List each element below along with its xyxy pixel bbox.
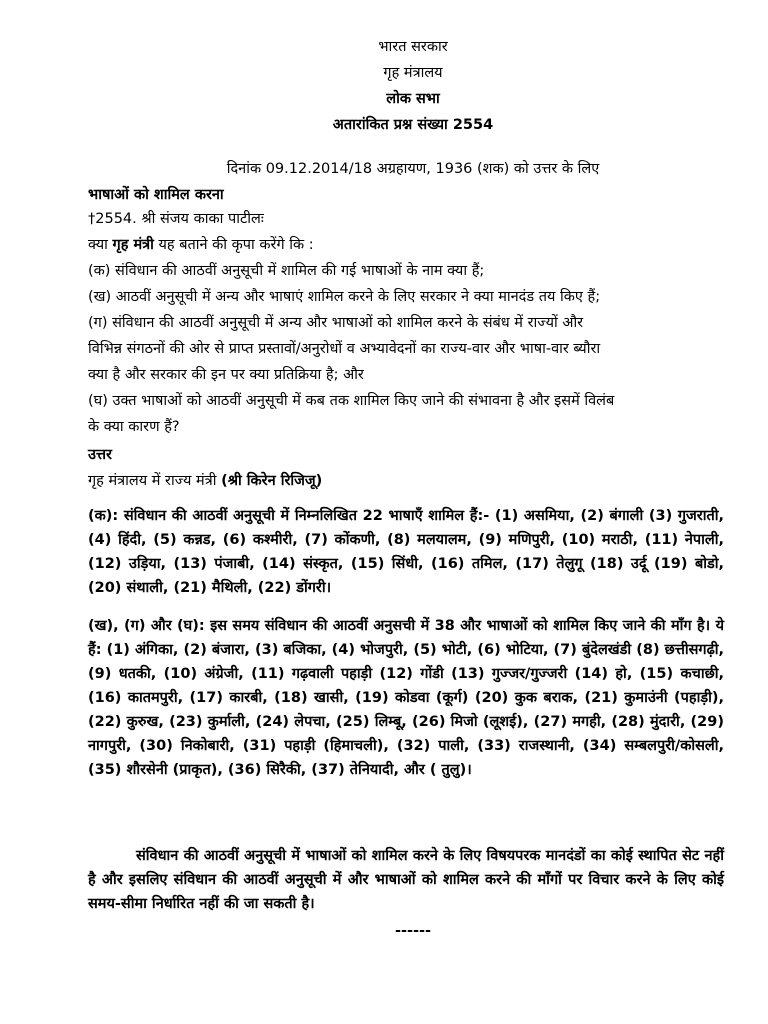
answer-heading: उत्तर <box>88 447 112 463</box>
question-intro <box>88 234 738 256</box>
answer-part-ka: (क): संविधान की आठवीं अनुसूची में निम्नलिखित 22 भाषाएँ शामिल हैं:- (1) असमिया, (2) बंगाली (3) गुजराती, (4) हिंदी, (5) कन्नड, (6) कश्मीरी, (7) कोंकणी, (8) मलयालम, (9) मणिपुरी, (10) मराठी, (11) नेपाली, (12) उड़िया, (13) पंजाबी, (14) संस्कृत, (15) सिंधी, (16) तमिल, (17) तेलुगू (18) उर्दू (19) बोडो, (20) संथाली, (21) मैथिली, (22) डोंगरी। <box>88 508 724 596</box>
answer-final-paragraph: संविधान की आठवीं अनुसूची में भाषाओं को शामिल करने के लिए विषयपरक मानदंडों का कोई स्थापित सेट नहीं है और इसलिए संविधान की आठवीं अनुसूची में और भाषाओं को शामिल करने की माँगों पर विचार करने के लिए कोई समय-सीमा निर्धारित नहीं की जा सकती है। <box>88 848 724 912</box>
header-ministry: गृह मंत्रालय <box>383 65 443 81</box>
question-part-ga-line3: क्या है और सरकार की इन पर क्या प्रतिक्रिया है; और <box>88 367 364 383</box>
minister-name: (श्री किरेन रिजिजू) <box>221 473 323 489</box>
question-part-ga-line2: विभिन्न संगठनों की ओर से प्राप्त प्रस्तावों/अनुरोधों व अभ्यावेदनों का राज्य-वार और भाषा-वार ब्यौरा <box>88 341 601 357</box>
intro-pre: क्या <box>88 237 113 253</box>
question-subject: भाषाओं को शामिल करना <box>88 187 224 203</box>
answer-part-kha-ga-gha: (ख), (ग) और (घ): इस समय संविधान की आठवीं अनुसची में 38 और भाषाओं को शामिल किए जाने की माँग है। ये हैं: (1) अंगिका, (2) बंजारा, (3) बजिका, (4) भोजपुरी, (5) भोटी, (6) भोटिया, (7) बुंदेलखंडी (8) छत्तीसगढ़ी, (9) धतकी, (10) अंग्रेजी, (11) गढ़वाली पहाड़ी (12) गोंडी (13) गुज्जर/गुज्जरी (14) हो, (15) कचाछी, (16) कातमपुरी, (17) कारबी, (18) खासी, (19) कोडवा (कूर्ग) (20) कुक बराक, (21) कुमाउंनी (पहाड़ी), (22) कुरुख, (23) कुर्माली, (24) लेपचा, (25) लिम्बू, (26) मिजो (लूशई), (27) मगही, (28) मुंदारी, (29) नागपुरी, (30) निकोबारी, (31) पहाड़ी (हिमाचली), (32) पाली, (33) राजस्थानी, (34) सम्बलपुरी/कोसली, (35) शौरसेनी (प्राकृत), (36) सिरैकी, (37) तेनियादी, और ( तुलु)। <box>88 618 724 778</box>
intro-minister: गृह मंत्री <box>112 237 154 253</box>
question-part-ka: (क) संविधान की आठवीं अनुसूची में शामिल की गई भाषाओं के नाम क्या हैं; <box>88 263 485 279</box>
question-part-gha-line2: के क्या कारण हैं? <box>88 419 180 435</box>
answer-minister <box>88 470 738 492</box>
header-govt: भारत सरकार <box>378 39 448 55</box>
question-part-kha: (ख) आठवीं अनुसूची में अन्य और भाषाएं शामिल करने के लिए सरकार ने क्या मानदंड तय किए हैं; <box>88 289 601 305</box>
minister-pre: गृह मंत्रालय में राज्य मंत्री <box>88 473 222 489</box>
header-question-number: अतारांकित प्रश्न संख्या 2554 <box>332 117 494 133</box>
end-mark: ------ <box>394 923 432 939</box>
question-part-gha-line1: (घ) उक्त भाषाओं को आठवीं अनुसूची में कब तक शामिल किए जाने की संभावना है और इसमें विलंब <box>88 393 615 409</box>
header-date: दिनांक 09.12.2014/18 अग्रहायण, 1936 (शक) को उत्तर के लिए <box>226 161 600 177</box>
intro-post: यह बताने की कृपा करेंगे कि : <box>153 237 314 253</box>
header-house: लोक सभा <box>386 91 440 107</box>
question-asker: †2554. श्री संजय काका पाटीलः <box>88 211 264 227</box>
question-part-ga-line1: (ग) संविधान की आठवीं अनुसूची में अन्य और भाषाओं को शामिल करने के संबंध में राज्यों और <box>88 315 584 331</box>
